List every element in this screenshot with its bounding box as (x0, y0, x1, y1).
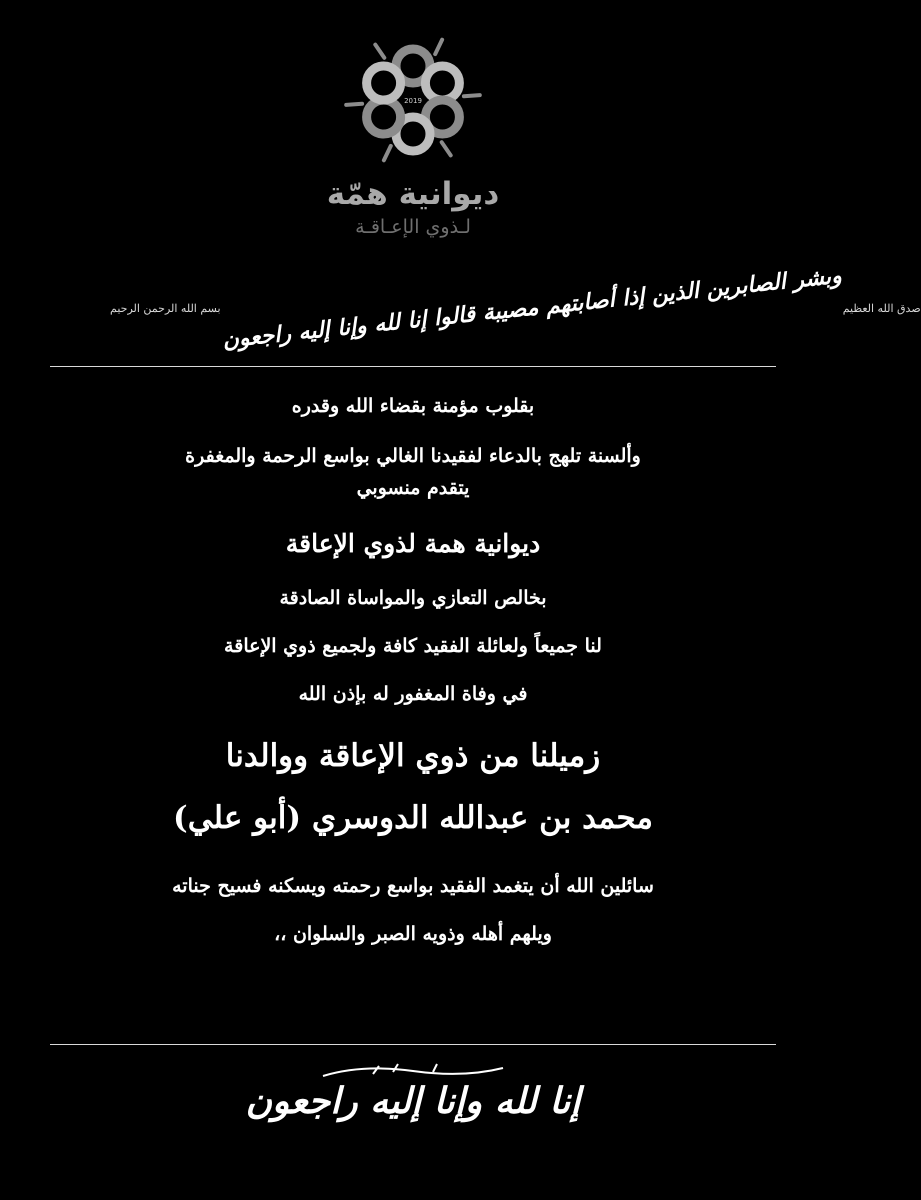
logo-spike (346, 104, 362, 105)
logo-ring (367, 66, 401, 100)
closing-calligraphy (0, 1062, 826, 1122)
divider-top (50, 366, 776, 367)
deceased-name: محمد بن عبدالله الدوسري (أبو علي) (173, 800, 653, 836)
logo-spike (375, 45, 384, 58)
body-organization: ديوانية همة لذوي الإعاقة (285, 529, 541, 558)
logo-ring (425, 66, 459, 100)
logo-spike (384, 146, 391, 160)
calligraphy-ornament-icon (313, 1062, 513, 1080)
logo-spike (435, 40, 442, 54)
basmala: بسم الله الرحمن الرحيم (110, 301, 221, 315)
body-line-5: لنا جميعاً ولعائلة الفقيد كافة ولجميع ذوي الإعاقة (224, 635, 602, 657)
prayer-line-1: سائلين الله أن يتغمد الفقيد بواسع رحمته ويسكنه فسيح جناته (172, 875, 654, 897)
body-line-4: بخالص التعازي والمواساة الصادقة (279, 587, 547, 609)
logo-emblem-icon (333, 30, 493, 170)
divider-bottom (50, 1044, 776, 1045)
logo-spike (442, 142, 451, 155)
body-line-1: بقلوب مؤمنة بقضاء الله وقدره (291, 395, 535, 417)
body-line-2: وألسنة تلهج بالدعاء لفقيدنا الغالي بواسع الرحمة والمغفرة (185, 445, 641, 467)
verse-text: وبشر الصابرين الذين إذا أصابتهم مصيبة قالوا إنا لله وإنا إليه راجعون (220, 262, 843, 354)
closing-text: إنا لله وإنا إليه راجعون (245, 1080, 581, 1122)
body-line-6: في وفاة المغفور له بإذن الله (298, 683, 528, 705)
quran-verse (110, 262, 921, 354)
body-line-3: يتقدم منسوبي (356, 477, 470, 499)
organization-subtitle: لـذوي الإعـاقـة (355, 216, 471, 238)
logo-spike (464, 95, 480, 96)
logo (0, 30, 826, 240)
deceased-relation: زميلنا من ذوي الإعاقة ووالدنا (225, 738, 601, 774)
condolence-body (40, 380, 786, 950)
organization-name: ديوانية همّة (326, 176, 500, 212)
logo-year: 2019 (404, 97, 422, 105)
sadaqa: صدق الله العظيم (842, 301, 921, 315)
logo-ring (367, 100, 401, 134)
prayer-line-2: ويلهم أهله وذويه الصبر والسلوان ،، (274, 923, 552, 945)
